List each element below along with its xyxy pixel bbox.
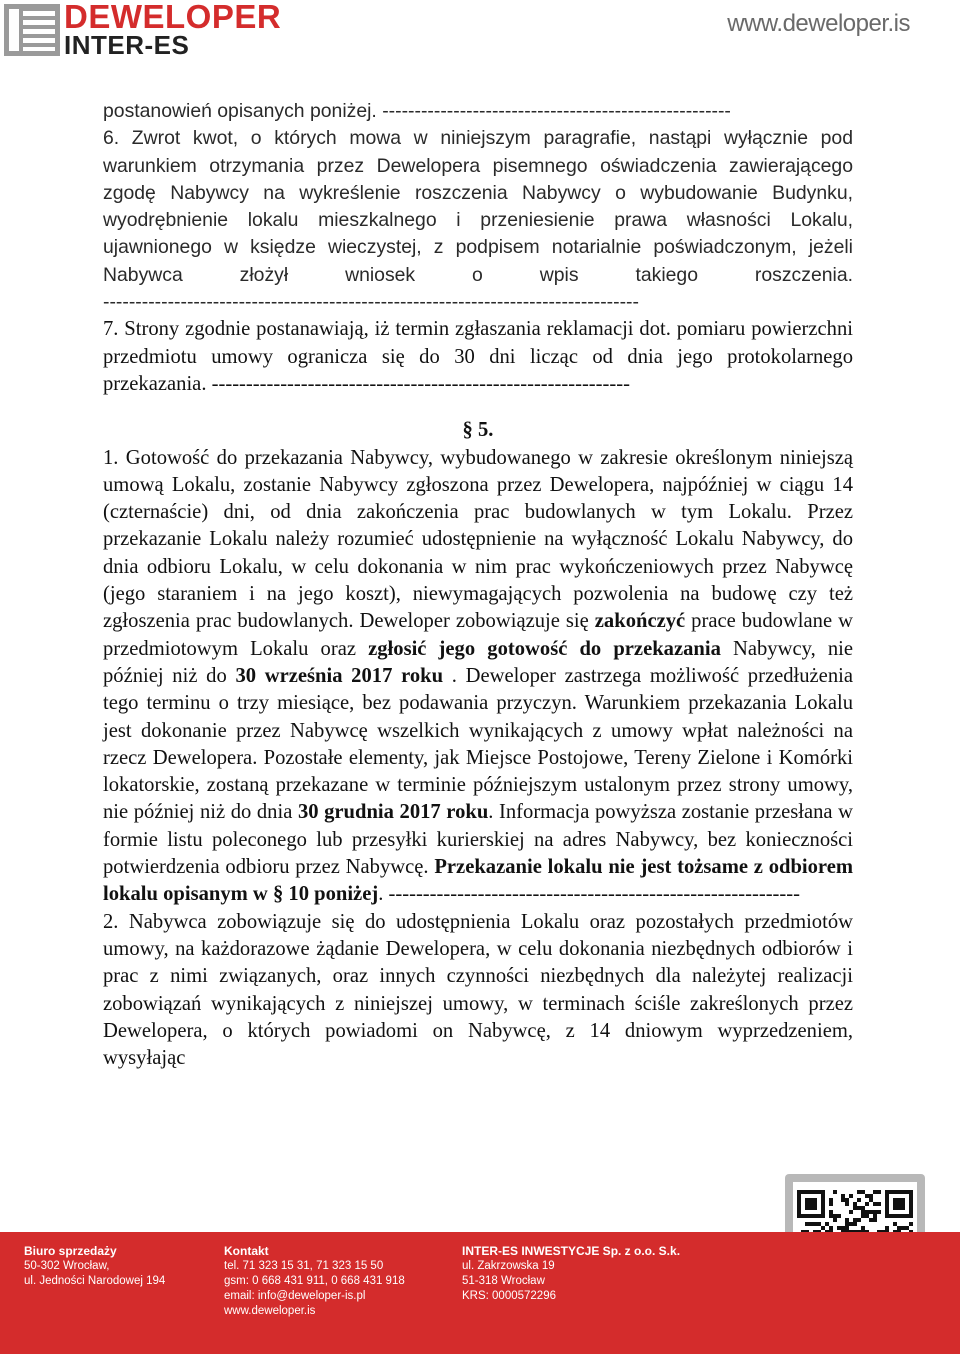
paragraph-7: 7. Strony zgodnie postanawiają, iż termin zgłaszania reklamacji dot. pomiaru powierzchni przedmiotu umowy ogranicza się do 30 dni licząc od dnia jego protokolarnego przekazania. ------------------------------------------------------------- (103, 318, 853, 395)
logo-wordmark-top: DEWELOPER (64, 0, 282, 35)
footer-sales-office: Biuro sprzedaży 50-302 Wrocław, ul. Jedności Narodowej 194 (24, 1244, 166, 1287)
footer-company: INTER-ES INWESTYCJE Sp. z o.o. S.k. ul. Zakrzowska 19 51-318 Wrocław KRS: 0000572296 (462, 1244, 681, 1302)
footer-email-link[interactable]: email: info@deweloper-is.pl (224, 1290, 366, 1302)
page-header (0, 0, 960, 62)
footer-contact: Kontakt tel. 71 323 15 31, 71 323 15 50 gsm: 0 668 431 911, 0 668 431 918 email: info@deweloper-is.pl www.deweloper.is (224, 1244, 405, 1317)
section-paragraph-1: 1. Gotowość do przekazania Nabywcy, wybudowanego w zakresie określonym niniejszą umową Lokalu, zostanie Nabywcy zgłoszona przez Dewelopera, najpóźniej w ciągu 14 (czternaście) dni, od dnia zakończenia prac budowlanych w tym Lokalu. Przez przekazanie Lokalu należy rozumieć udostępnienie na wyłączność Lokalu Nabywcy, do dnia odbioru Lokalu, w celu dokonania w nim prac wykończeniowych przez Nabywcę (jego staraniem i na jego koszt), niewymagających pozwolenia na budowę czy też zgłoszenia prac budowlanych. Deweloper zobowiązuje się zakończyć prace budowlane w przedmiotowym Lokalu oraz zgłosić jego gotowość do przekazania Nabywcy, nie później niż do 30 września 2017 roku . Deweloper zastrzega możliwość przedłużenia tego terminu o trzy miesiące, bez podawania przyczyn. Warunkiem przekazania Lokalu jest dokonanie przez Nabywcę wszelkich wynikających z umowy wpłat należności na rzecz Dewelopera. Pozostałe elementy, jak Miejsce Postojowe, Tereny Zielone i Komórki lokatorskie, zostaną przekazane w terminie późniejszym ustalonym przez strony umowy, nie później niż do dnia 30 grudnia 2017 roku. Informacja powyższa zostanie przesłana w formie listu poleconego lub przesyłki kurierskiej na adres Nabywcy, bez konieczności potwierdzenia odbioru przez Nabywcę. Przekazanie lokalu nie jest tożsame z odbiorem lokalu opisanym w § 10 poniżej. ------------------------------------------------------------ (103, 446, 853, 906)
page-footer (0, 1232, 960, 1354)
logo-wordmark-bottom: INTER-ES (64, 30, 190, 60)
paragraph-6: 6. Zwrot kwot, o których mowa w niniejszym paragrafie, nastąpi wyłącznie pod warunkiem otrzymania przez Dewelopera pisemnego oświadczenia zawierającego zgodę Nabywcy na wykreślenie roszczenia Nabywcy o wybudowanie Budynku, wyodrębnienie lokalu mieszkalnego i przeniesienie prawa własności Lokalu, ujawnionego w księdze wieczystej, z podpisem notarialnie poświadczonym, jeżeli Nabywca złożył wniosek o wpis takiego roszczenia. ----------------------------------------------------------------------------------- (103, 127, 853, 314)
footer-website-link[interactable]: www.deweloper.is (224, 1305, 316, 1317)
paragraph-continuation: postanowień opisanych poniżej. ------------------------------------------------------ (103, 100, 731, 122)
logo-icon (4, 4, 60, 56)
section-heading: § 5. (462, 419, 494, 442)
section-paragraph-2: 2. Nabywca zobowiązuje się do udostępnienia Lokalu oraz pozostałych przedmiotów umowy, na każdorazowe żądanie Dewelopera, w celu dokonania niezbędnych odbiorów i prac z nimi związanych, oraz innych czynności niezbędnych dla należytej realizacji zobowiązań wynikających z niniejszej umowy, w terminach ściśle zakreślonych przez Dewelopera, o których powiadomi on Nabywcę, z 14 dniowym wyprzedzeniem, wysyłając (103, 910, 853, 1070)
header-website: www.deweloper.is (727, 10, 910, 37)
document-body (103, 98, 853, 1072)
